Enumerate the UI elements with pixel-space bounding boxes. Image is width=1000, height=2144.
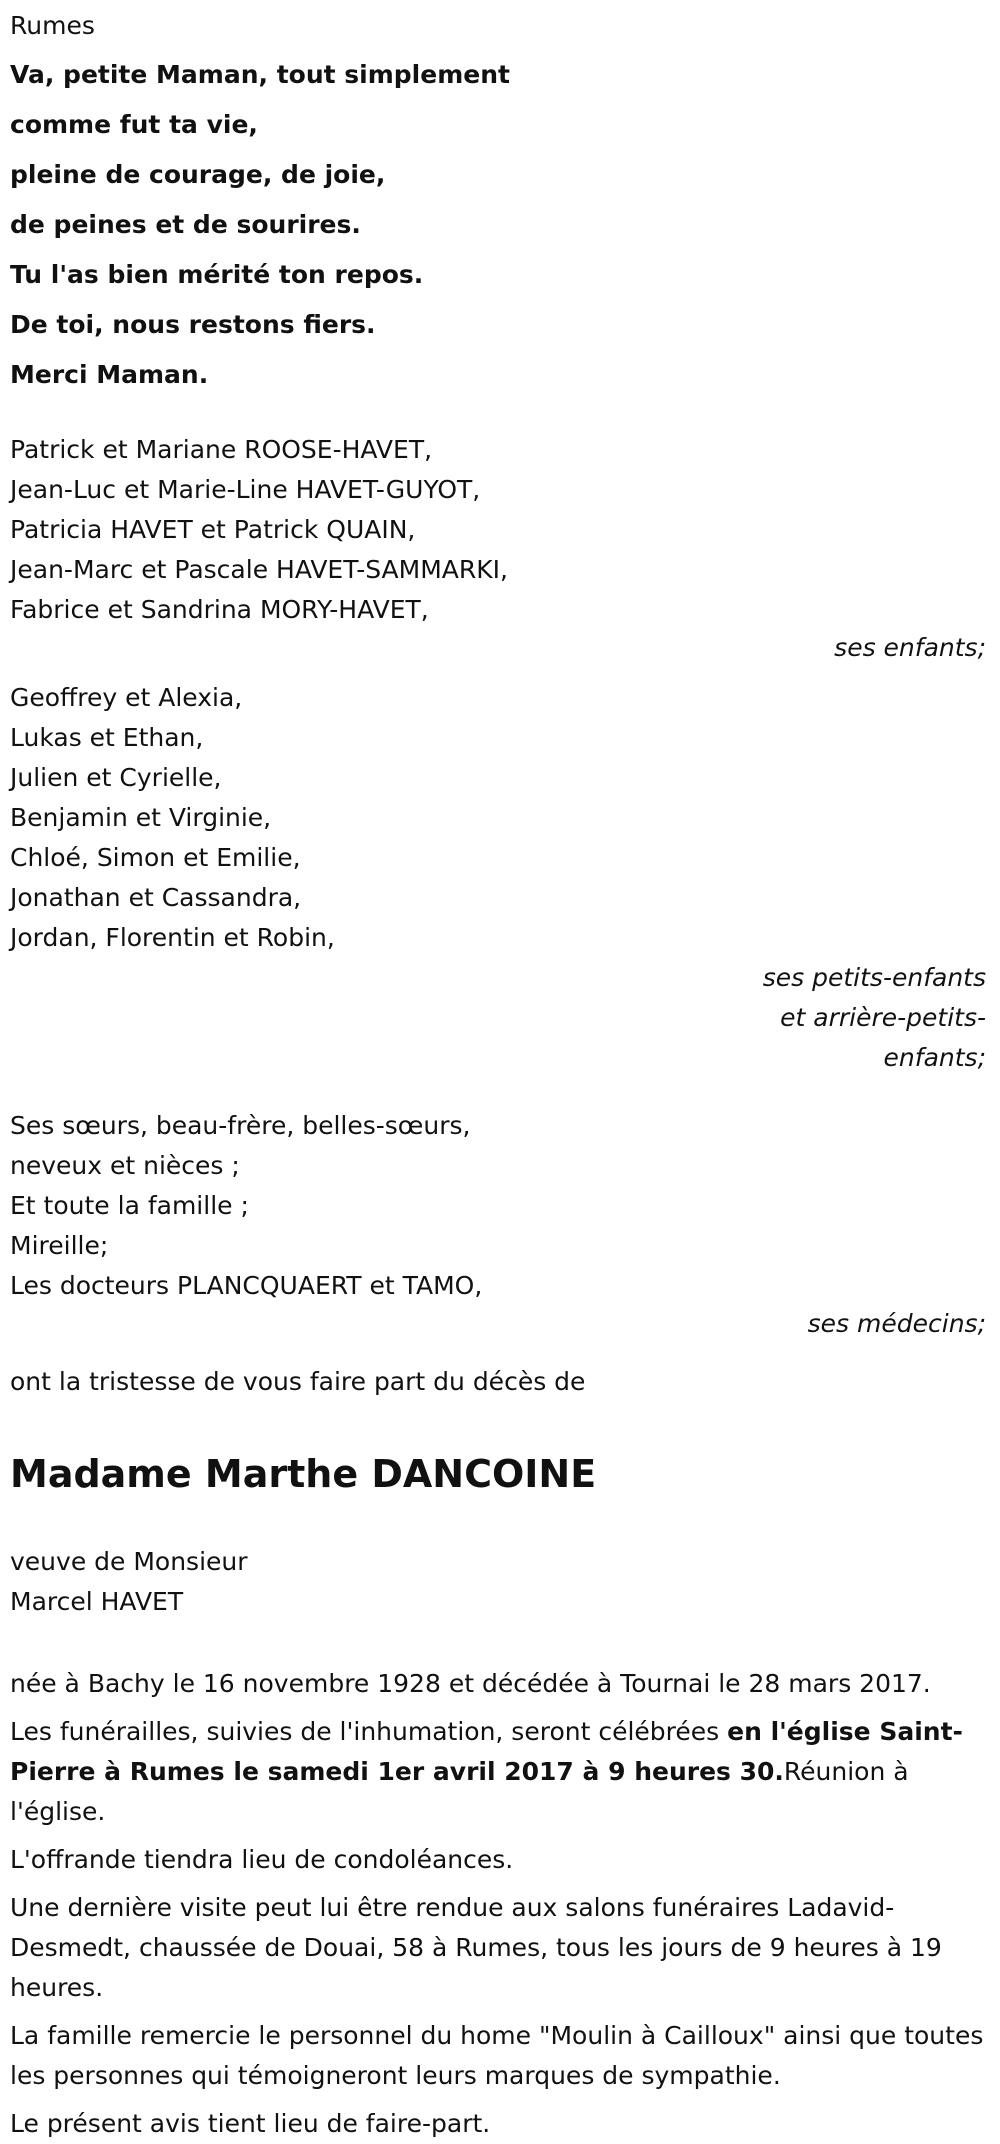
thanks-info: La famille remercie le personnel du home "Moulin à Cailloux" ainsi que toutes les personnes qui témoigneront leurs marques de sympathie. — [10, 2021, 984, 2090]
funeral-info — [10, 1712, 986, 1832]
funeral-intro: Les funérailles, suivies de l'inhumation, seront célébrées — [10, 1717, 728, 1746]
poem-line: Va, petite Maman, tout simplement — [10, 60, 510, 89]
grandchild-name: Jonathan et Cassandra, — [10, 883, 302, 912]
grandchildren-role: et arrière-petits- — [780, 1003, 986, 1032]
widow-line: Marcel HAVET — [10, 1587, 184, 1616]
deceased-name: Madame Marthe DANCOINE — [10, 1452, 597, 1496]
grandchildren-role: enfants; — [883, 1043, 986, 1072]
relative-line: neveux et nièces ; — [10, 1151, 240, 1180]
relative-line: Et toute la famille ; — [10, 1191, 249, 1220]
children-role: ses enfants; — [834, 633, 986, 662]
child-name: Fabrice et Sandrina MORY-HAVET, — [10, 595, 429, 624]
children-list — [10, 430, 986, 668]
grandchild-name: Chloé, Simon et Emilie, — [10, 843, 301, 872]
relative-line: Ses sœurs, beau-frère, belles-sœurs, — [10, 1111, 471, 1140]
child-name: Jean-Marc et Pascale HAVET-SAMMARKI, — [10, 555, 508, 584]
poem — [10, 50, 986, 400]
poem-line: De toi, nous restons fiers. — [10, 310, 376, 339]
grandchild-name: Jordan, Florentin et Robin, — [10, 923, 335, 952]
widow-of — [10, 1542, 986, 1622]
doctors-role: ses médecins; — [807, 1309, 986, 1338]
obituary-notice — [10, 0, 986, 2144]
poem-line: Tu l'as bien mérité ton repos. — [10, 260, 424, 289]
child-name: Patrick et Mariane ROOSE-HAVET, — [10, 435, 433, 464]
grandchildren-list — [10, 678, 986, 1078]
widow-line: veuve de Monsieur — [10, 1547, 248, 1576]
other-relatives — [10, 1106, 986, 1344]
announcement: ont la tristesse de vous faire part du décès de — [10, 1367, 586, 1396]
child-name: Jean-Luc et Marie-Line HAVET-GUYOT, — [10, 475, 481, 504]
offering-info: L'offrande tiendra lieu de condoléances. — [10, 1845, 514, 1874]
notice-info: Le présent avis tient lieu de faire-part. — [10, 2109, 491, 2138]
grandchild-name: Julien et Cyrielle, — [10, 763, 222, 792]
visit-info: Une dernière visite peut lui être rendue aux salons funéraires Ladavid-Desmedt, chaussée de Douai, 58 à Rumes, tous les jours de 9 heures à 19 heures. — [10, 1893, 942, 2002]
birth-death-info: née à Bachy le 16 novembre 1928 et décédée à Tournai le 28 mars 2017. — [10, 1669, 931, 1698]
grandchildren-role: ses petits-enfants — [762, 963, 986, 992]
location-label: Rumes — [10, 11, 95, 40]
poem-line: Merci Maman. — [10, 360, 209, 389]
funeral-outro: Réunion à l'église. — [10, 1757, 909, 1826]
grandchild-name: Geoffrey et Alexia, — [10, 683, 243, 712]
poem-line: comme fut ta vie, — [10, 110, 258, 139]
relative-line: Les docteurs PLANCQUAERT et TAMO, — [10, 1271, 483, 1300]
grandchild-name: Lukas et Ethan, — [10, 723, 204, 752]
poem-line: pleine de courage, de joie, — [10, 160, 386, 189]
funeral-location-time: en l'église Saint-Pierre à Rumes le samedi 1er avril 2017 à 9 heures 30. — [10, 1717, 963, 1786]
child-name: Patricia HAVET et Patrick QUAIN, — [10, 515, 416, 544]
relative-line: Mireille; — [10, 1231, 109, 1260]
grandchild-name: Benjamin et Virginie, — [10, 803, 272, 832]
poem-line: de peines et de sourires. — [10, 210, 361, 239]
